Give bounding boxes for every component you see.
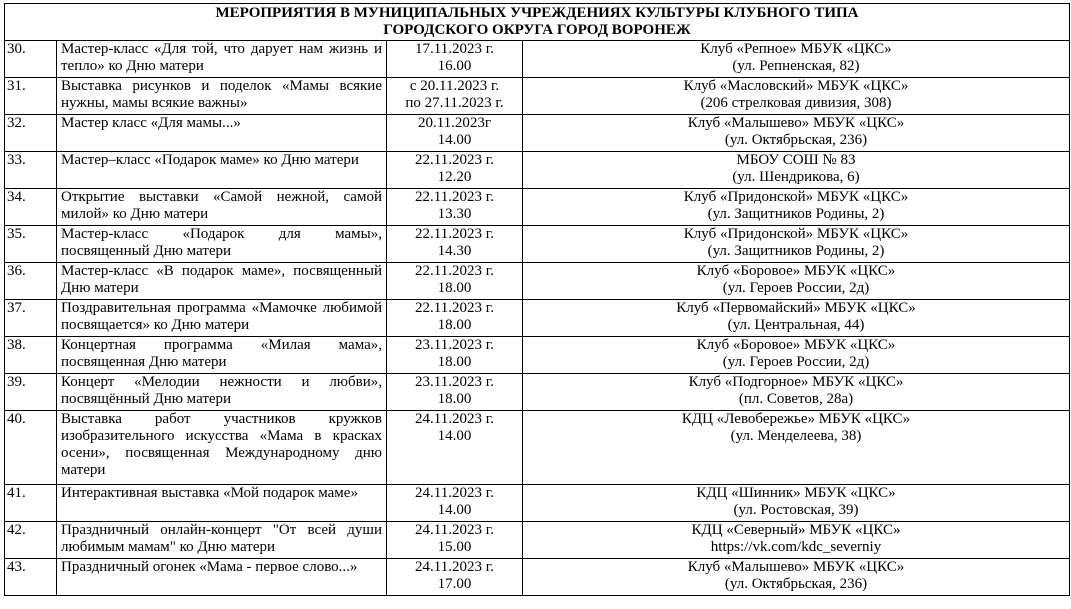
title-line-2: ГОРОДСКОГО ОКРУГА ГОРОД ВОРОНЕЖ bbox=[383, 22, 691, 38]
event-date: 22.11.2023 г. bbox=[415, 226, 494, 242]
venue-address: (ул. Ростовская, 39) bbox=[733, 502, 859, 518]
event-name: Интерактивная выставка «Мой подарок маме» bbox=[57, 485, 387, 522]
row-number: 37. bbox=[5, 300, 57, 337]
event-date: 24.11.2023 г. bbox=[415, 522, 494, 538]
event-time: 14.00 bbox=[437, 502, 472, 518]
event-venue bbox=[523, 300, 1070, 337]
event-name: Мастер класс «Для мамы...» bbox=[57, 115, 387, 152]
venue-address: (ул. Героев России, 2д) bbox=[722, 354, 870, 370]
event-time: 17.00 bbox=[437, 576, 472, 592]
event-datetime bbox=[387, 78, 523, 115]
venue-address: (ул. Защитников Родины, 2) bbox=[707, 243, 885, 259]
row-number: 34. bbox=[5, 189, 57, 226]
event-datetime bbox=[387, 300, 523, 337]
venue-name: Клуб «Подгорное» МБУК «ЦКС» bbox=[688, 374, 904, 390]
event-name: Мастер-класс «Подарок для мамы», посвященный Дню матери bbox=[57, 226, 387, 263]
venue-address: (ул. Октябрьская, 236) bbox=[724, 576, 868, 592]
event-time: 14.00 bbox=[437, 428, 472, 444]
venue-name: КДЦ «Северный» МБУК «ЦКС» bbox=[691, 522, 901, 538]
venue-name: Клуб «Первомайский» МБУК «ЦКС» bbox=[676, 300, 916, 316]
table-row bbox=[5, 41, 1070, 78]
event-time: 12.20 bbox=[437, 169, 472, 185]
table-row bbox=[5, 374, 1070, 411]
venue-address: (ул. Шендрикова, 6) bbox=[732, 169, 860, 185]
row-number: 38. bbox=[5, 337, 57, 374]
event-name: Концертная программа «Милая мама», посвященная Дню матери bbox=[57, 337, 387, 374]
event-time: 18.00 bbox=[437, 280, 472, 296]
event-time: 16.00 bbox=[437, 58, 472, 74]
event-date: 22.11.2023 г. bbox=[415, 189, 494, 205]
venue-name: КДЦ «Шинник» МБУК «ЦКС» bbox=[696, 485, 896, 501]
event-datetime bbox=[387, 374, 523, 411]
table-row bbox=[5, 263, 1070, 300]
event-venue bbox=[523, 522, 1070, 559]
venue-name: Клуб «Малышево» МБУК «ЦКС» bbox=[687, 559, 905, 575]
event-venue bbox=[523, 78, 1070, 115]
table-row bbox=[5, 152, 1070, 189]
row-number: 36. bbox=[5, 263, 57, 300]
event-venue bbox=[523, 152, 1070, 189]
title-line-1: МЕРОПРИЯТИЯ В МУНИЦИПАЛЬНЫХ УЧРЕЖДЕНИЯХ КУЛЬТУРЫ КЛУБНОГО ТИПА bbox=[215, 5, 859, 21]
event-venue bbox=[523, 263, 1070, 300]
venue-name: Клуб «Боровое» МБУК «ЦКС» bbox=[696, 337, 896, 353]
event-datetime bbox=[387, 115, 523, 152]
venue-address: (пл. Советов, 28а) bbox=[738, 391, 854, 407]
row-number: 30. bbox=[5, 41, 57, 78]
event-date: 23.11.2023 г. bbox=[415, 374, 494, 390]
event-name: Мастер-класс «Для той, что дарует нам жизнь и тепло» ко Дню матери bbox=[57, 41, 387, 78]
venue-name: Клуб «Боровое» МБУК «ЦКС» bbox=[696, 263, 896, 279]
event-datetime bbox=[387, 485, 523, 522]
table-row bbox=[5, 300, 1070, 337]
row-number: 33. bbox=[5, 152, 57, 189]
event-time: 14.00 bbox=[437, 132, 472, 148]
event-date: 24.11.2023 г. bbox=[415, 559, 494, 575]
event-name: Мастер–класс «Подарок маме» ко Дню матери bbox=[57, 152, 387, 189]
event-time: 13.30 bbox=[437, 206, 472, 222]
event-datetime bbox=[387, 337, 523, 374]
events-document bbox=[4, 3, 1070, 596]
venue-address: (ул. Центральная, 44) bbox=[727, 317, 865, 333]
row-number: 40. bbox=[5, 411, 57, 485]
event-venue bbox=[523, 115, 1070, 152]
event-name: Выставка рисунков и поделок «Мамы всякие нужны, мамы всякие важны» bbox=[57, 78, 387, 115]
event-venue bbox=[523, 226, 1070, 263]
events-table bbox=[4, 3, 1070, 596]
venue-address: (ул. Защитников Родины, 2) bbox=[707, 206, 885, 222]
event-datetime bbox=[387, 263, 523, 300]
event-time: по 27.11.2023 г. bbox=[405, 95, 504, 111]
row-number: 35. bbox=[5, 226, 57, 263]
event-datetime bbox=[387, 411, 523, 485]
event-name: Открытие выставки «Самой нежной, самой милой» ко Дню матери bbox=[57, 189, 387, 226]
venue-name: Клуб «Масловский» МБУК «ЦКС» bbox=[683, 78, 909, 94]
event-venue bbox=[523, 411, 1070, 485]
event-name: Поздравительная программа «Мамочке любимой посвящается» ко Дню матери bbox=[57, 300, 387, 337]
event-time: 14.30 bbox=[437, 243, 472, 259]
venue-address: (ул. Октябрьская, 236) bbox=[724, 132, 868, 148]
venue-name: Клуб «Придонской» МБУК «ЦКС» bbox=[683, 189, 909, 205]
event-venue bbox=[523, 41, 1070, 78]
venue-address: (ул. Менделеева, 38) bbox=[730, 428, 862, 444]
event-date: 24.11.2023 г. bbox=[415, 411, 494, 427]
table-row bbox=[5, 522, 1070, 559]
event-name: Праздничный огонек «Мама - первое слово...» bbox=[57, 559, 387, 596]
event-datetime bbox=[387, 41, 523, 78]
row-number: 42. bbox=[5, 522, 57, 559]
title-row bbox=[5, 4, 1070, 41]
event-date: 22.11.2023 г. bbox=[415, 263, 494, 279]
event-venue bbox=[523, 559, 1070, 596]
table-row bbox=[5, 226, 1070, 263]
event-venue bbox=[523, 485, 1070, 522]
event-date: 24.11.2023 г. bbox=[415, 485, 494, 501]
table-row bbox=[5, 189, 1070, 226]
venue-name: Клуб «Репное» МБУК «ЦКС» bbox=[700, 41, 892, 57]
table-row bbox=[5, 559, 1070, 596]
venue-address: (206 стрелковая дивизия, 308) bbox=[700, 95, 892, 111]
row-number: 39. bbox=[5, 374, 57, 411]
table-row bbox=[5, 115, 1070, 152]
row-number: 32. bbox=[5, 115, 57, 152]
row-number: 31. bbox=[5, 78, 57, 115]
event-date: 20.11.2023г bbox=[417, 115, 492, 131]
event-datetime bbox=[387, 189, 523, 226]
event-time: 18.00 bbox=[437, 317, 472, 333]
venue-address: (ул. Героев России, 2д) bbox=[722, 280, 870, 296]
event-name: Мастер-класс «В подарок маме», посвященный Дню матери bbox=[57, 263, 387, 300]
venue-name: КДЦ «Левобережье» МБУК «ЦКС» bbox=[681, 411, 911, 427]
event-venue bbox=[523, 374, 1070, 411]
table-row bbox=[5, 337, 1070, 374]
event-name: Выставка работ участников кружков изобразительного искусства «Мама в красках осени», посвященная Международному дню матери bbox=[57, 411, 387, 485]
event-venue bbox=[523, 189, 1070, 226]
event-date: с 20.11.2023 г. bbox=[409, 78, 500, 94]
event-date: 22.11.2023 г. bbox=[415, 152, 494, 168]
venue-name: МБОУ СОШ № 83 bbox=[736, 152, 856, 168]
table-row bbox=[5, 485, 1070, 522]
venue-name: Клуб «Малышево» МБУК «ЦКС» bbox=[687, 115, 905, 131]
venue-address: (ул. Репненская, 82) bbox=[732, 58, 860, 74]
venue-name: Клуб «Придонской» МБУК «ЦКС» bbox=[683, 226, 909, 242]
event-name: Концерт «Мелодии нежности и любви», посвящённый Дню матери bbox=[57, 374, 387, 411]
event-datetime bbox=[387, 226, 523, 263]
row-number: 43. bbox=[5, 559, 57, 596]
event-datetime bbox=[387, 522, 523, 559]
event-datetime bbox=[387, 559, 523, 596]
table-row bbox=[5, 78, 1070, 115]
event-date: 23.11.2023 г. bbox=[415, 337, 494, 353]
event-datetime bbox=[387, 152, 523, 189]
event-date: 22.11.2023 г. bbox=[415, 300, 494, 316]
event-name: Праздничный онлайн-концерт "От всей души любимым мамам" ко Дню матери bbox=[57, 522, 387, 559]
event-time: 15.00 bbox=[437, 539, 472, 555]
row-number: 41. bbox=[5, 485, 57, 522]
table-title bbox=[5, 4, 1070, 41]
event-venue bbox=[523, 337, 1070, 374]
event-date: 17.11.2023 г. bbox=[415, 41, 494, 57]
table-row bbox=[5, 411, 1070, 485]
event-time: 18.00 bbox=[437, 391, 472, 407]
event-time: 18.00 bbox=[437, 354, 472, 370]
venue-address: https://vk.com/kdc_severniy bbox=[710, 539, 882, 555]
